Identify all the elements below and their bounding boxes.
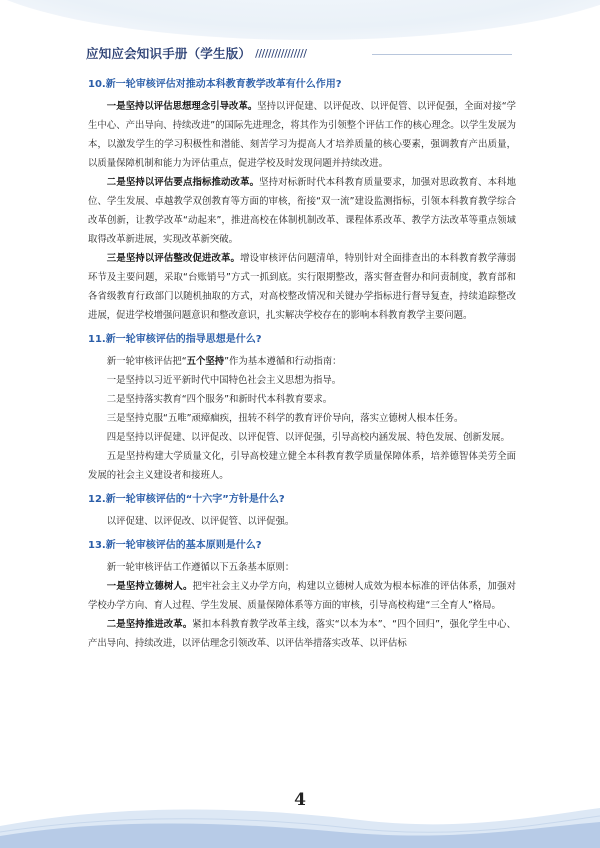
handbook-title: 应知应会知识手册（学生版） — [86, 46, 252, 61]
question-10-title: 10.新一轮审核评估对推动本科教育教学改革有什么作用? — [88, 79, 342, 90]
q11-item-3: 三是坚持克服“五唯”顽瘴痼疾，扭转不科学的教育评价导向，落实立德树人根本任务。 — [106, 413, 464, 424]
page-content — [88, 76, 516, 653]
q10-paragraph-3 — [88, 249, 516, 325]
q11-intro-keyword: 五个坚持 — [186, 356, 225, 367]
question-11-section — [88, 331, 516, 485]
q10-point-2-text: 坚持对标新时代本科教育质量要求，加强对思政教育、本科地位、学生发展、卓越教学双创教育等方面的审核，衔接“双一流”建设监测指标，引领本科教育教学综合改革创新，让教学改革“动起来”，推进高校在体制机制改革、课程体系改革、教学方法改革等重点领域取得改革新进展，实现改革新突破。 — [88, 177, 516, 245]
q11-intro — [88, 352, 516, 371]
q10-point-3-heading: 三是坚持以评估整改促进改革。 — [106, 253, 241, 264]
q10-point-1-heading: 一是坚持以评估思想理念引导改革。 — [106, 101, 258, 112]
header-decoration-slashes: //////////////// — [255, 46, 307, 60]
q11-item-4: 四是坚持以评促建、以评促改、以评促管、以评促强，引导高校内涵发展、特色发展、创新发展。 — [106, 432, 510, 443]
q13-point-2-text: 紧扣本科教育教学改革主线，落实“以本为本”、“四个回归”，强化学生中心、产出导向、持续改进，以评估理念引领改革、以评估举措落实改革、以评估标 — [88, 619, 516, 649]
q10-point-2-heading: 二是坚持以评估要点指标推动改革。 — [106, 177, 260, 188]
question-13-title: 13.新一轮审核评估的基本原则是什么? — [88, 540, 262, 551]
q11-item-2: 二是坚持落实教育“四个服务”和新时代本科教育要求。 — [106, 394, 333, 405]
q13-paragraph-1 — [88, 577, 516, 615]
header-background-arc — [0, 0, 600, 40]
q10-paragraph-1 — [88, 97, 516, 173]
q12-answer: 以评促建、以评促改、以评促管、以评促强。 — [106, 516, 295, 527]
q13-paragraph-2 — [88, 615, 516, 653]
q13-intro: 新一轮审核评估工作遵循以下五条基本原则： — [106, 562, 295, 573]
q10-point-1-text: 坚持以评促建、以评促改、以评促管、以评促强，全面对接“学生中心、产出导向、持续改进”的国际先进理念，将其作为引领整个评估工作的核心理念。以学生发展为本，以激发学生的学习积极性和潜能、刻苦学习为提高人才培养质量的核心要素，强调教育产出质量，以质量保障机制和能力为评估重点，促进学校及时发现问题并持续改进。 — [88, 101, 516, 169]
q11-item-5: 五是坚持构建大学质量文化，引导高校建立健全本科教育教学质量保障体系，培养德智体美劳全面发展的社会主义建设者和接班人。 — [88, 451, 516, 481]
q13-point-1-text: 把牢社会主义办学方向，构建以立德树人成效为根本标准的评估体系，加强对学校办学方向、育人过程、学生发展、质量保障体系等方面的审核，引导高校构建“三全育人”格局。 — [88, 581, 516, 611]
q13-point-2-heading: 二是坚持推进改革。 — [106, 619, 193, 630]
q10-point-3-text: 增设审核评估问题清单，特别针对全面排查出的本科教育教学薄弱环节及主要问题，采取“台账销号”方式一抓到底。实行限期整改，落实督查督办和问责制度，教育部和各省级教育行政部门以随机抽取的方式，对高校整改情况和关键办学指标进行督导复查，持续追踪整改进展，促进学校增强问题意识和整改意识，扎实解决学校存在的影响本科教育教学主要问题。 — [88, 253, 516, 321]
question-12-section — [88, 491, 516, 531]
q10-paragraph-2 — [88, 173, 516, 249]
page-number: 4 — [294, 790, 306, 810]
q11-intro-start: 新一轮审核评估把“ — [106, 356, 187, 367]
q13-point-1-heading: 一是坚持立德树人。 — [106, 581, 193, 592]
question-10-section — [88, 76, 516, 325]
q11-intro-end: ”作为基本遵循和行动指南： — [224, 356, 342, 367]
question-13-section — [88, 537, 516, 653]
page-header — [86, 44, 306, 62]
header-divider-line — [372, 54, 512, 55]
q11-item-1: 一是坚持以习近平新时代中国特色社会主义思想为指导。 — [106, 375, 342, 386]
question-12-title: 12.新一轮审核评估的“十六字”方针是什么? — [88, 494, 285, 505]
question-11-title: 11.新一轮审核评估的指导思想是什么? — [88, 334, 262, 345]
